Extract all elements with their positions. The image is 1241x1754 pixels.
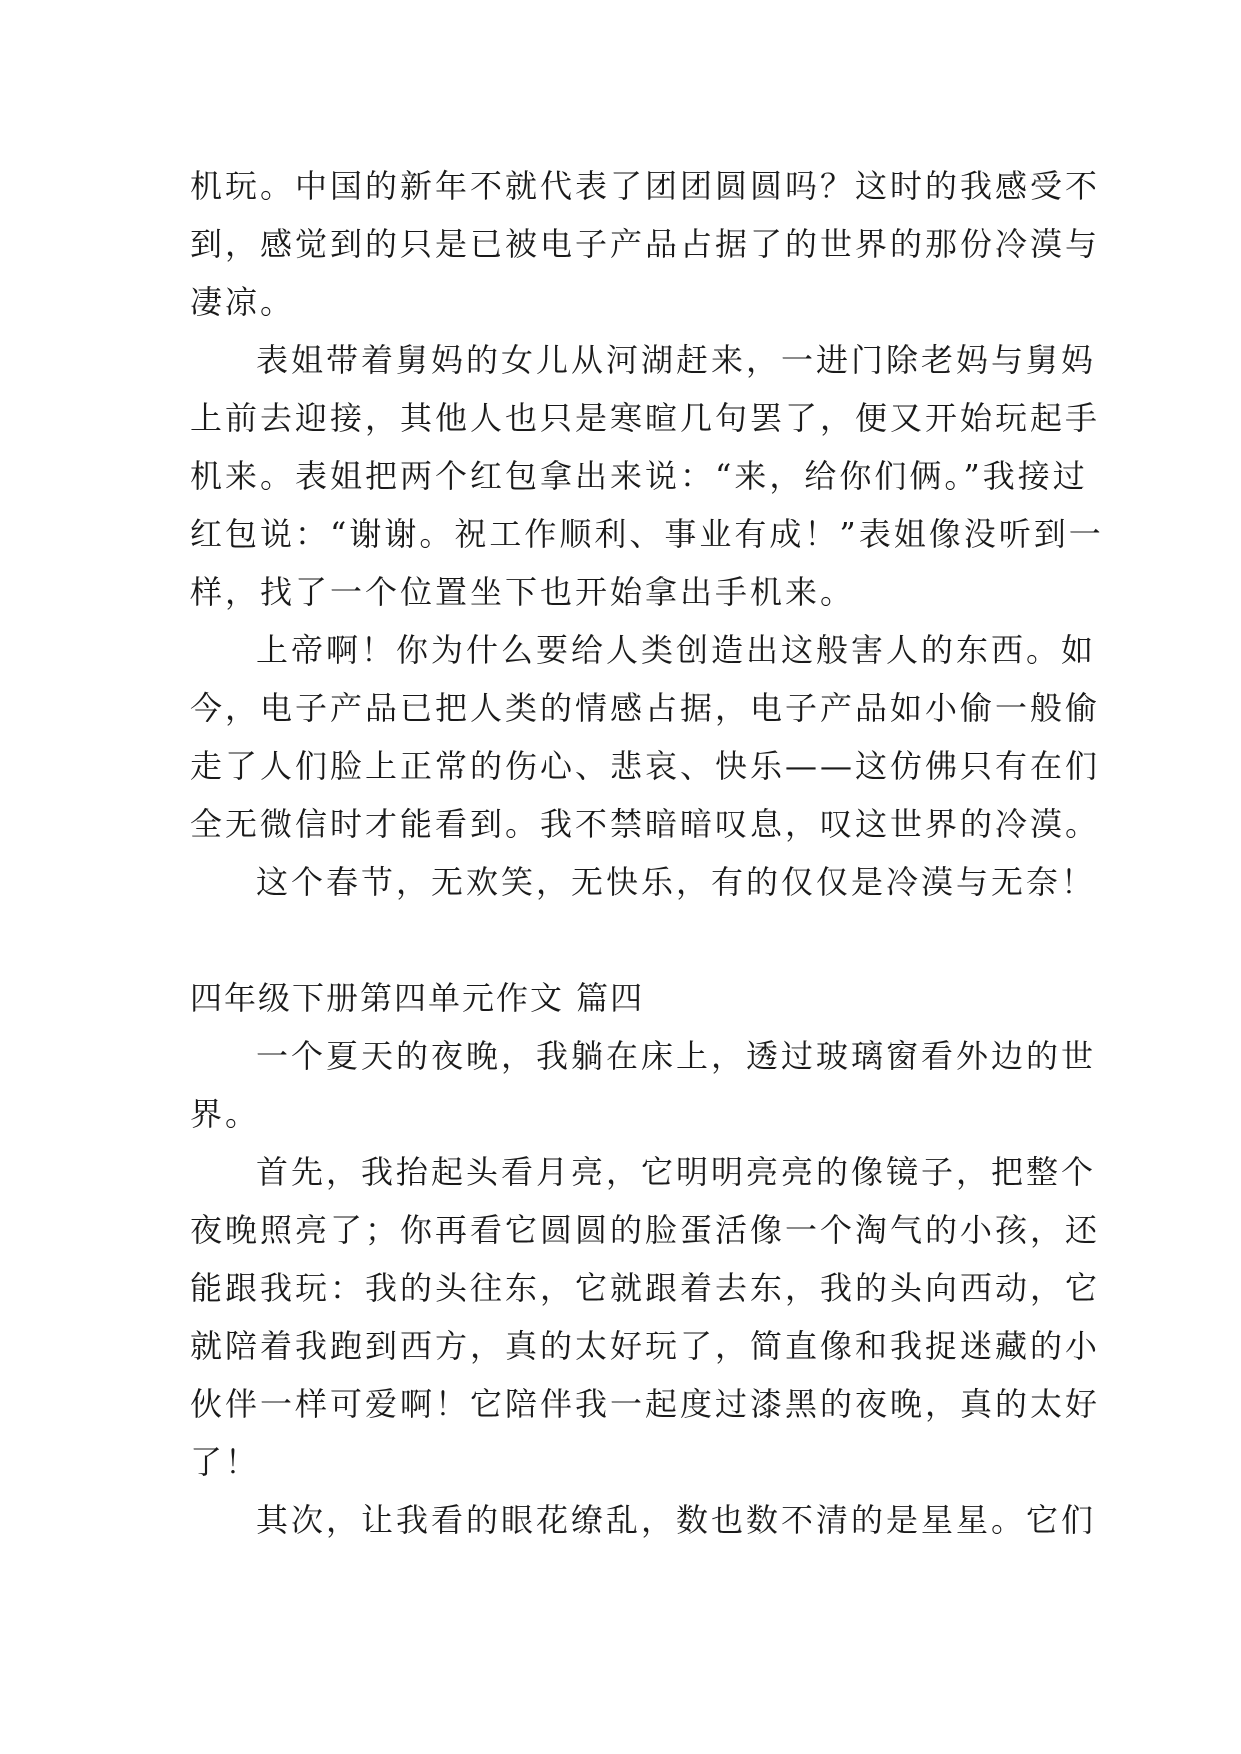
text-line: 界。: [190, 1095, 261, 1133]
paragraph-continuation: [190, 157, 1101, 331]
paragraph: [190, 621, 1101, 853]
text-line: 走了人们脸上正常的伤心、悲哀、快乐——这仿佛只有在们: [190, 747, 1101, 785]
text-line: 机玩。中国的新年不就代表了团团圆圆吗？这时的我感受不: [190, 167, 1101, 205]
paragraph: [190, 1143, 1101, 1491]
text-line: 就陪着我跑到西方，真的太好玩了，简直像和我捉迷藏的小: [190, 1327, 1101, 1365]
text-line: 了！: [190, 1443, 261, 1481]
text-line: 这个春节，无欢笑，无快乐，有的仅仅是冷漠与无奈！: [256, 863, 1097, 901]
section-heading: 四年级下册第四单元作文 篇四: [190, 979, 645, 1017]
text-line: 伙伴一样可爱啊！它陪伴我一起度过漆黑的夜晚，真的太好: [190, 1385, 1101, 1423]
text-line: 今，电子产品已把人类的情感占据，电子产品如小偷一般偷: [190, 689, 1101, 727]
text-line: 全无微信时才能看到。我不禁暗暗叹息，叹这世界的冷漠。: [190, 805, 1101, 843]
text-line: 能跟我玩：我的头往东，它就跟着去东，我的头向西动，它: [190, 1269, 1101, 1307]
paragraph-gap: [190, 911, 1070, 969]
text-line: 上帝啊！你为什么要给人类创造出这般害人的东西。如: [256, 631, 1097, 669]
paragraph: [190, 331, 1104, 621]
text-line: 凄凉。: [190, 283, 296, 321]
text-line: 到，感觉到的只是已被电子产品占据了的世界的那份冷漠与: [190, 225, 1101, 263]
text-line: 机来。表姐把两个红包拿出来说：“来，给你们俩。”我接过: [190, 457, 1088, 495]
text-line: 其次，让我看的眼花缭乱，数也数不清的是星星。它们: [256, 1501, 1097, 1539]
text-line: 首先，我抬起头看月亮，它明明亮亮的像镜子，把整个: [256, 1153, 1097, 1191]
paragraph: [190, 1491, 1097, 1549]
text-line: 样，找了一个位置坐下也开始拿出手机来。: [190, 573, 856, 611]
text-line: 一个夏天的夜晚，我躺在床上，透过玻璃窗看外边的世: [256, 1037, 1097, 1075]
text-line: 红包说：“谢谢。祝工作顺利、事业有成！”表姐像没听到一: [190, 515, 1104, 553]
text-line: 上前去迎接，其他人也只是寒暄几句罢了，便又开始玩起手: [190, 399, 1101, 437]
text-line: 夜晚照亮了；你再看它圆圆的脸蛋活像一个淘气的小孩，还: [190, 1211, 1101, 1249]
paragraph: [190, 1027, 1097, 1143]
text-line: 表姐带着舅妈的女儿从河湖赶来，一进门除老妈与舅妈: [256, 341, 1097, 379]
paragraph: [190, 853, 1097, 911]
document-body: [190, 157, 1104, 1549]
